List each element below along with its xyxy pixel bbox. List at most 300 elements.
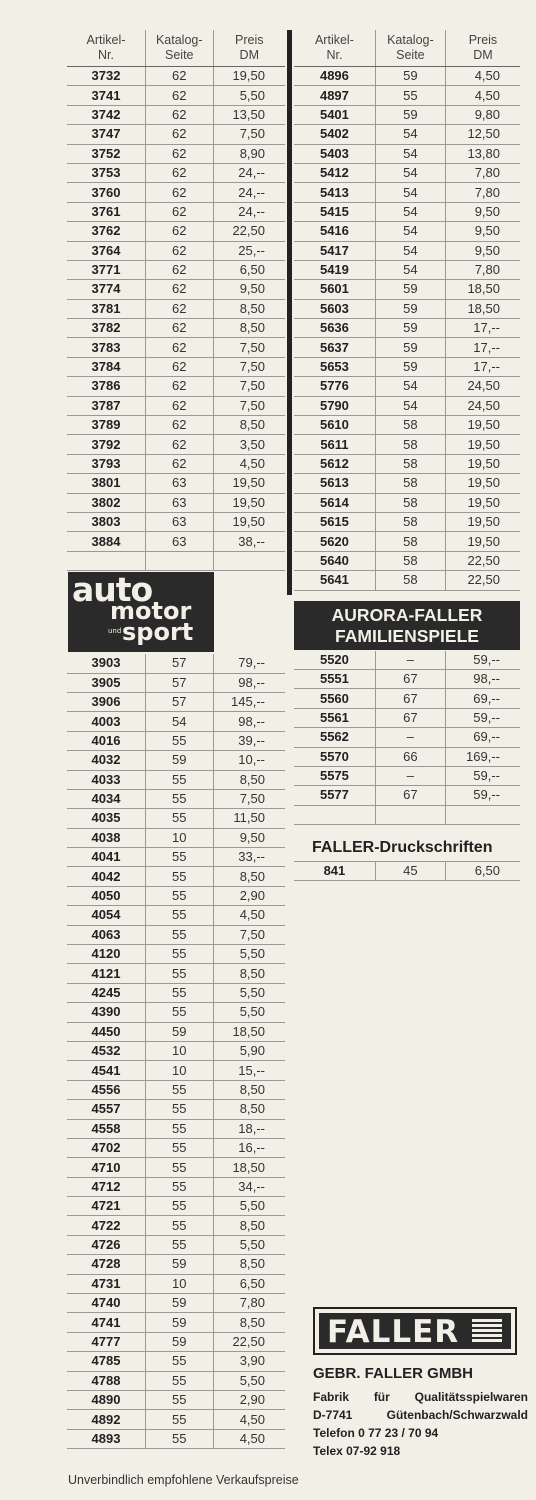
artikel-nr-cell: 5551 [294, 669, 375, 688]
table-row [67, 673, 285, 692]
artikel-nr-cell: 4785 [67, 1352, 145, 1371]
preis-cell: 13,50 [213, 105, 285, 124]
katalog-seite-cell: 59 [375, 338, 445, 357]
table-row [67, 945, 285, 964]
artikel-nr-cell: 4390 [67, 1003, 145, 1022]
katalog-seite-cell: 55 [145, 1138, 213, 1157]
table-row [67, 416, 285, 435]
preis-cell: 8,50 [213, 1080, 285, 1099]
artikel-nr-cell: 5419 [294, 260, 375, 279]
preis-cell: 5,50 [213, 945, 285, 964]
katalog-seite-cell: 10 [145, 1274, 213, 1293]
katalog-seite-cell: 54 [145, 712, 213, 731]
katalog-seite-cell: 58 [375, 435, 445, 454]
preis-cell: 11,50 [213, 809, 285, 828]
artikel-nr-cell: 5402 [294, 125, 375, 144]
company-line-2: D-7741 Gütenbach/Schwarzwald [313, 1408, 528, 1422]
artikel-nr-cell: 5620 [294, 532, 375, 551]
katalog-seite-cell: 59 [375, 299, 445, 318]
table-row [294, 396, 520, 415]
artikel-nr-cell: 5613 [294, 474, 375, 493]
table-row [67, 105, 285, 124]
artikel-nr-cell: 4032 [67, 751, 145, 770]
table-row [67, 86, 285, 105]
table-row [294, 86, 520, 105]
table-row [294, 532, 520, 551]
table-row [67, 1274, 285, 1293]
table-row [67, 1177, 285, 1196]
preis-cell: 4,50 [213, 1429, 285, 1448]
preis-cell: 98,-- [213, 712, 285, 731]
artikel-nr-cell: 3803 [67, 512, 145, 531]
katalog-seite-cell: 55 [145, 770, 213, 789]
artikel-nr-cell: 4558 [67, 1119, 145, 1138]
katalog-seite-cell: 62 [145, 125, 213, 144]
preis-cell: 9,50 [445, 202, 520, 221]
artikel-nr-cell: 3789 [67, 416, 145, 435]
table-row [67, 551, 285, 570]
table-row [67, 1158, 285, 1177]
artikel-nr-cell: 4777 [67, 1332, 145, 1351]
katalog-seite-cell: 55 [145, 925, 213, 944]
table-row [294, 651, 520, 670]
artikel-nr-cell: 3801 [67, 474, 145, 493]
preis-cell: 79,-- [213, 654, 285, 673]
company-telex: Telex 07-92 918 [313, 1444, 401, 1458]
katalog-seite-cell: 63 [145, 474, 213, 493]
table-row [67, 474, 285, 493]
preis-cell: 19,50 [445, 474, 520, 493]
table-row [67, 1022, 285, 1041]
katalog-seite-cell: 54 [375, 241, 445, 260]
katalog-seite-cell: 54 [375, 125, 445, 144]
katalog-seite-cell: 55 [145, 964, 213, 983]
table-row [67, 512, 285, 531]
table-row [67, 1003, 285, 1022]
katalog-seite-cell: 62 [145, 241, 213, 260]
katalog-seite-cell: 55 [145, 1429, 213, 1448]
table-row [67, 1197, 285, 1216]
table-row [294, 105, 520, 124]
katalog-seite-cell: 62 [145, 260, 213, 279]
artikel-nr-cell: 4450 [67, 1022, 145, 1041]
price-column-right [294, 30, 520, 881]
artikel-nr-cell: 3741 [67, 86, 145, 105]
table-row [294, 416, 520, 435]
katalog-seite-cell: 55 [145, 731, 213, 750]
company-line-1: Fabrik für Qualitätsspielwaren [313, 1390, 528, 1404]
katalog-seite-cell: 66 [375, 747, 445, 766]
katalog-seite-cell: 59 [145, 1313, 213, 1332]
preis-cell: 6,50 [213, 260, 285, 279]
table-row [294, 493, 520, 512]
table-row [67, 125, 285, 144]
katalog-seite-cell: 67 [375, 669, 445, 688]
table-row [67, 770, 285, 789]
preis-cell: 19,50 [445, 532, 520, 551]
preis-cell: 8,50 [213, 1313, 285, 1332]
preis-cell: 8,50 [213, 867, 285, 886]
preis-cell: 4,50 [445, 86, 520, 105]
table-row [67, 692, 285, 711]
table-row [67, 532, 285, 551]
artikel-nr-cell: 5641 [294, 571, 375, 590]
artikel-nr-cell: 4035 [67, 809, 145, 828]
table-row [67, 280, 285, 299]
preis-cell: 19,50 [213, 512, 285, 531]
header-preis-dm: Preis DM [445, 30, 520, 67]
table-row [67, 67, 285, 86]
artikel-nr-cell: 5562 [294, 728, 375, 747]
artikel-nr-cell: 3742 [67, 105, 145, 124]
preis-cell: 9,80 [445, 105, 520, 124]
stripes-icon [472, 1319, 502, 1343]
table-row [67, 1294, 285, 1313]
artikel-nr-cell: 3760 [67, 183, 145, 202]
artikel-nr-cell: 3884 [67, 532, 145, 551]
table-row [67, 1371, 285, 1390]
preis-cell: 5,90 [213, 1041, 285, 1060]
preis-cell: 69,-- [445, 728, 520, 747]
preis-cell: 4,50 [213, 454, 285, 473]
table-row [294, 125, 520, 144]
preis-cell: 4,50 [213, 1410, 285, 1429]
preis-cell: 4,50 [445, 67, 520, 86]
artikel-nr-cell: 4710 [67, 1158, 145, 1177]
table-row [294, 512, 520, 531]
table-row [294, 319, 520, 338]
table-row [67, 1080, 285, 1099]
katalog-seite-cell: 62 [145, 396, 213, 415]
preis-cell: 24,50 [445, 377, 520, 396]
table-row [294, 260, 520, 279]
katalog-seite-cell: 54 [375, 202, 445, 221]
katalog-seite-cell: 62 [145, 338, 213, 357]
artikel-nr-cell: 3747 [67, 125, 145, 144]
katalog-seite-cell: 57 [145, 673, 213, 692]
artikel-nr-cell: 3906 [67, 692, 145, 711]
preis-cell: 7,50 [213, 377, 285, 396]
header-preis-dm: Preis DM [213, 30, 285, 67]
artikel-nr-cell: 3905 [67, 673, 145, 692]
preis-cell: 17,-- [445, 357, 520, 376]
table-row [67, 396, 285, 415]
preis-cell: 9,50 [213, 280, 285, 299]
artikel-nr-cell: 3774 [67, 280, 145, 299]
header-katalog-seite: Katalog- Seite [145, 30, 213, 67]
preis-cell: 18,50 [213, 1022, 285, 1041]
katalog-seite-cell: 62 [145, 105, 213, 124]
artikel-nr-cell: 5413 [294, 183, 375, 202]
katalog-seite-cell: 62 [145, 454, 213, 473]
katalog-seite-cell: 62 [145, 202, 213, 221]
preis-cell: 7,50 [213, 925, 285, 944]
table-row [67, 867, 285, 886]
table-row [67, 809, 285, 828]
preis-cell: 7,80 [445, 260, 520, 279]
artikel-nr-cell: 3802 [67, 493, 145, 512]
katalog-seite-cell: 62 [145, 416, 213, 435]
preis-cell: 17,-- [445, 338, 520, 357]
preis-cell: 169,-- [445, 747, 520, 766]
table-row [67, 202, 285, 221]
katalog-seite-cell: 59 [375, 319, 445, 338]
artikel-nr-cell: 5416 [294, 222, 375, 241]
katalog-seite-cell: 55 [145, 867, 213, 886]
preis-cell: 8,50 [213, 299, 285, 318]
preis-cell: 5,50 [213, 983, 285, 1002]
artikel-nr-cell: 5575 [294, 766, 375, 785]
katalog-seite-cell: 55 [145, 1003, 213, 1022]
katalog-seite-cell: 55 [145, 945, 213, 964]
artikel-nr-cell: 4556 [67, 1080, 145, 1099]
artikel-nr-cell: 5615 [294, 512, 375, 531]
table-row [67, 260, 285, 279]
artikel-nr-cell: 5401 [294, 105, 375, 124]
artikel-nr-cell: 3771 [67, 260, 145, 279]
table-row [67, 493, 285, 512]
preis-cell: 19,50 [445, 416, 520, 435]
katalog-seite-cell: 55 [145, 789, 213, 808]
table-row [67, 964, 285, 983]
katalog-seite-cell: 58 [375, 454, 445, 473]
artikel-nr-cell: 4054 [67, 906, 145, 925]
table-row [67, 712, 285, 731]
column-divider [287, 30, 292, 595]
katalog-seite-cell: 58 [375, 571, 445, 590]
katalog-seite-cell: 62 [145, 222, 213, 241]
preis-cell: 39,-- [213, 731, 285, 750]
artikel-nr-cell: 5577 [294, 786, 375, 805]
table-row [67, 1061, 285, 1080]
preis-cell: 3,90 [213, 1352, 285, 1371]
artikel-nr-cell: 5776 [294, 377, 375, 396]
katalog-seite-cell: 55 [145, 1371, 213, 1390]
artikel-nr-cell: 3761 [67, 202, 145, 221]
preis-cell: 5,50 [213, 1003, 285, 1022]
katalog-seite-cell: 62 [145, 357, 213, 376]
artikel-nr-cell: 4541 [67, 1061, 145, 1080]
table-row [294, 67, 520, 86]
katalog-seite-cell [145, 551, 213, 570]
header-artikel-nr: Artikel- Nr. [67, 30, 145, 67]
footer-note: Unverbindlich empfohlene Verkaufspreise [68, 1473, 299, 1487]
katalog-seite-cell: 59 [145, 1022, 213, 1041]
artikel-nr-cell: 4016 [67, 731, 145, 750]
artikel-nr-cell: 5653 [294, 357, 375, 376]
table-row [67, 163, 285, 182]
artikel-nr-cell: 3782 [67, 319, 145, 338]
katalog-seite-cell: 55 [145, 983, 213, 1002]
artikel-nr-cell: 4033 [67, 770, 145, 789]
katalog-seite-cell: 55 [145, 848, 213, 867]
artikel-nr-cell: 4728 [67, 1255, 145, 1274]
katalog-seite-cell: 59 [375, 105, 445, 124]
preis-cell: 12,50 [445, 125, 520, 144]
preis-cell: 17,-- [445, 319, 520, 338]
preis-cell: 13,80 [445, 144, 520, 163]
katalog-seite-cell: 59 [375, 67, 445, 86]
table-header-row [294, 30, 520, 67]
katalog-seite-cell: 55 [145, 1119, 213, 1138]
katalog-seite-cell: 58 [375, 474, 445, 493]
table-row [294, 766, 520, 785]
artikel-nr-cell: 4041 [67, 848, 145, 867]
preis-cell: 22,50 [445, 571, 520, 590]
table-row [294, 862, 520, 881]
section-title-druckschriften: FALLER-Druckschriften [312, 839, 493, 857]
preis-cell: 8,50 [213, 416, 285, 435]
artikel-nr-cell: 5603 [294, 299, 375, 318]
table-row [67, 848, 285, 867]
table-row [67, 1391, 285, 1410]
artikel-nr-cell: 5612 [294, 454, 375, 473]
artikel-nr-cell: 4892 [67, 1410, 145, 1429]
katalog-seite-cell: 62 [145, 319, 213, 338]
table-row [67, 435, 285, 454]
artikel-nr-cell: 5611 [294, 435, 375, 454]
preis-cell: 69,-- [445, 689, 520, 708]
preis-cell: 2,90 [213, 886, 285, 905]
preis-cell: 2,90 [213, 1391, 285, 1410]
table-row [294, 786, 520, 805]
table-row [294, 708, 520, 727]
katalog-seite-cell: 63 [145, 512, 213, 531]
preis-cell: 16,-- [213, 1138, 285, 1157]
preis-cell: 18,50 [445, 299, 520, 318]
katalog-seite-cell: 10 [145, 828, 213, 847]
katalog-seite-cell: 58 [375, 493, 445, 512]
preis-cell [445, 805, 520, 824]
katalog-seite-cell: 62 [145, 67, 213, 86]
preis-cell: 5,50 [213, 1197, 285, 1216]
table-row [294, 357, 520, 376]
artikel-nr-cell: 3764 [67, 241, 145, 260]
katalog-seite-cell: 55 [145, 809, 213, 828]
table-row [294, 280, 520, 299]
katalog-seite-cell: 62 [145, 435, 213, 454]
artikel-nr-cell: 4063 [67, 925, 145, 944]
table-row [67, 1429, 285, 1448]
aurora-faller-banner: AURORA-FALLER FAMILIENSPIELE [294, 601, 520, 650]
artikel-nr-cell: 3786 [67, 377, 145, 396]
katalog-seite-cell: – [375, 651, 445, 670]
katalog-seite-cell: 58 [375, 512, 445, 531]
table-row [294, 299, 520, 318]
preis-cell: 8,50 [213, 1255, 285, 1274]
table-row [67, 1100, 285, 1119]
table-row [67, 789, 285, 808]
artikel-nr-cell: 3752 [67, 144, 145, 163]
katalog-seite-cell: 59 [145, 1332, 213, 1351]
header-artikel-nr: Artikel- Nr. [294, 30, 375, 67]
preis-cell: 24,-- [213, 202, 285, 221]
artikel-nr-cell: 5561 [294, 708, 375, 727]
artikel-nr-cell [67, 551, 145, 570]
katalog-seite-cell: 55 [145, 1391, 213, 1410]
table-row [294, 183, 520, 202]
preis-cell: 18,-- [213, 1119, 285, 1138]
artikel-nr-cell: 4712 [67, 1177, 145, 1196]
katalog-seite-cell: 54 [375, 144, 445, 163]
preis-cell: 19,50 [445, 512, 520, 531]
artikel-nr-cell: 3781 [67, 299, 145, 318]
artikel-nr-cell: 4557 [67, 1100, 145, 1119]
preis-cell: 8,90 [213, 144, 285, 163]
table-row [294, 669, 520, 688]
katalog-seite-cell: 63 [145, 532, 213, 551]
table-row [67, 377, 285, 396]
table-row [67, 654, 285, 673]
preis-cell: 8,50 [213, 770, 285, 789]
katalog-seite-cell: 62 [145, 377, 213, 396]
preis-cell: 98,-- [445, 669, 520, 688]
preis-cell: 24,-- [213, 183, 285, 202]
company-phone: Telefon 0 77 23 / 70 94 [313, 1426, 439, 1440]
katalog-seite-cell: 62 [145, 163, 213, 182]
artikel-nr-cell: 4893 [67, 1429, 145, 1448]
katalog-seite-cell: 62 [145, 144, 213, 163]
preis-cell: 24,-- [213, 163, 285, 182]
preis-cell: 8,50 [213, 1100, 285, 1119]
table-row [67, 357, 285, 376]
artikel-nr-cell: 3762 [67, 222, 145, 241]
katalog-seite-cell: 54 [375, 377, 445, 396]
artikel-nr-cell: 4121 [67, 964, 145, 983]
preis-cell: 10,-- [213, 751, 285, 770]
table-row [67, 222, 285, 241]
preis-cell: 9,50 [213, 828, 285, 847]
katalog-seite-cell: 67 [375, 689, 445, 708]
table-row [294, 571, 520, 590]
table-row [67, 906, 285, 925]
artikel-nr-cell: 3787 [67, 396, 145, 415]
katalog-seite-cell: 54 [375, 183, 445, 202]
katalog-seite-cell: 54 [375, 163, 445, 182]
preis-cell: 19,50 [445, 454, 520, 473]
preis-cell: 15,-- [213, 1061, 285, 1080]
price-table [67, 654, 285, 1449]
table-row [67, 751, 285, 770]
katalog-seite-cell: 55 [375, 86, 445, 105]
price-table [294, 67, 520, 591]
katalog-seite-cell: 59 [145, 1255, 213, 1274]
table-row [294, 338, 520, 357]
preis-cell: 19,50 [213, 67, 285, 86]
preis-cell: 22,50 [445, 551, 520, 570]
preis-cell: 25,-- [213, 241, 285, 260]
artikel-nr-cell: 4034 [67, 789, 145, 808]
preis-cell: 7,50 [213, 396, 285, 415]
artikel-nr-cell: 3753 [67, 163, 145, 182]
table-row [294, 144, 520, 163]
preis-cell: 38,-- [213, 532, 285, 551]
table-row [67, 319, 285, 338]
preis-cell: 8,50 [213, 1216, 285, 1235]
table-row [67, 1119, 285, 1138]
preis-cell: 18,50 [445, 280, 520, 299]
artikel-nr-cell: 5520 [294, 651, 375, 670]
artikel-nr-cell: 3732 [67, 67, 145, 86]
katalog-seite-cell: 55 [145, 1158, 213, 1177]
preis-cell: 34,-- [213, 1177, 285, 1196]
katalog-seite-cell: 58 [375, 551, 445, 570]
katalog-seite-cell: 59 [375, 280, 445, 299]
table-row [67, 241, 285, 260]
artikel-nr-cell: 5614 [294, 493, 375, 512]
artikel-nr-cell: 4120 [67, 945, 145, 964]
katalog-seite-cell: 62 [145, 280, 213, 299]
